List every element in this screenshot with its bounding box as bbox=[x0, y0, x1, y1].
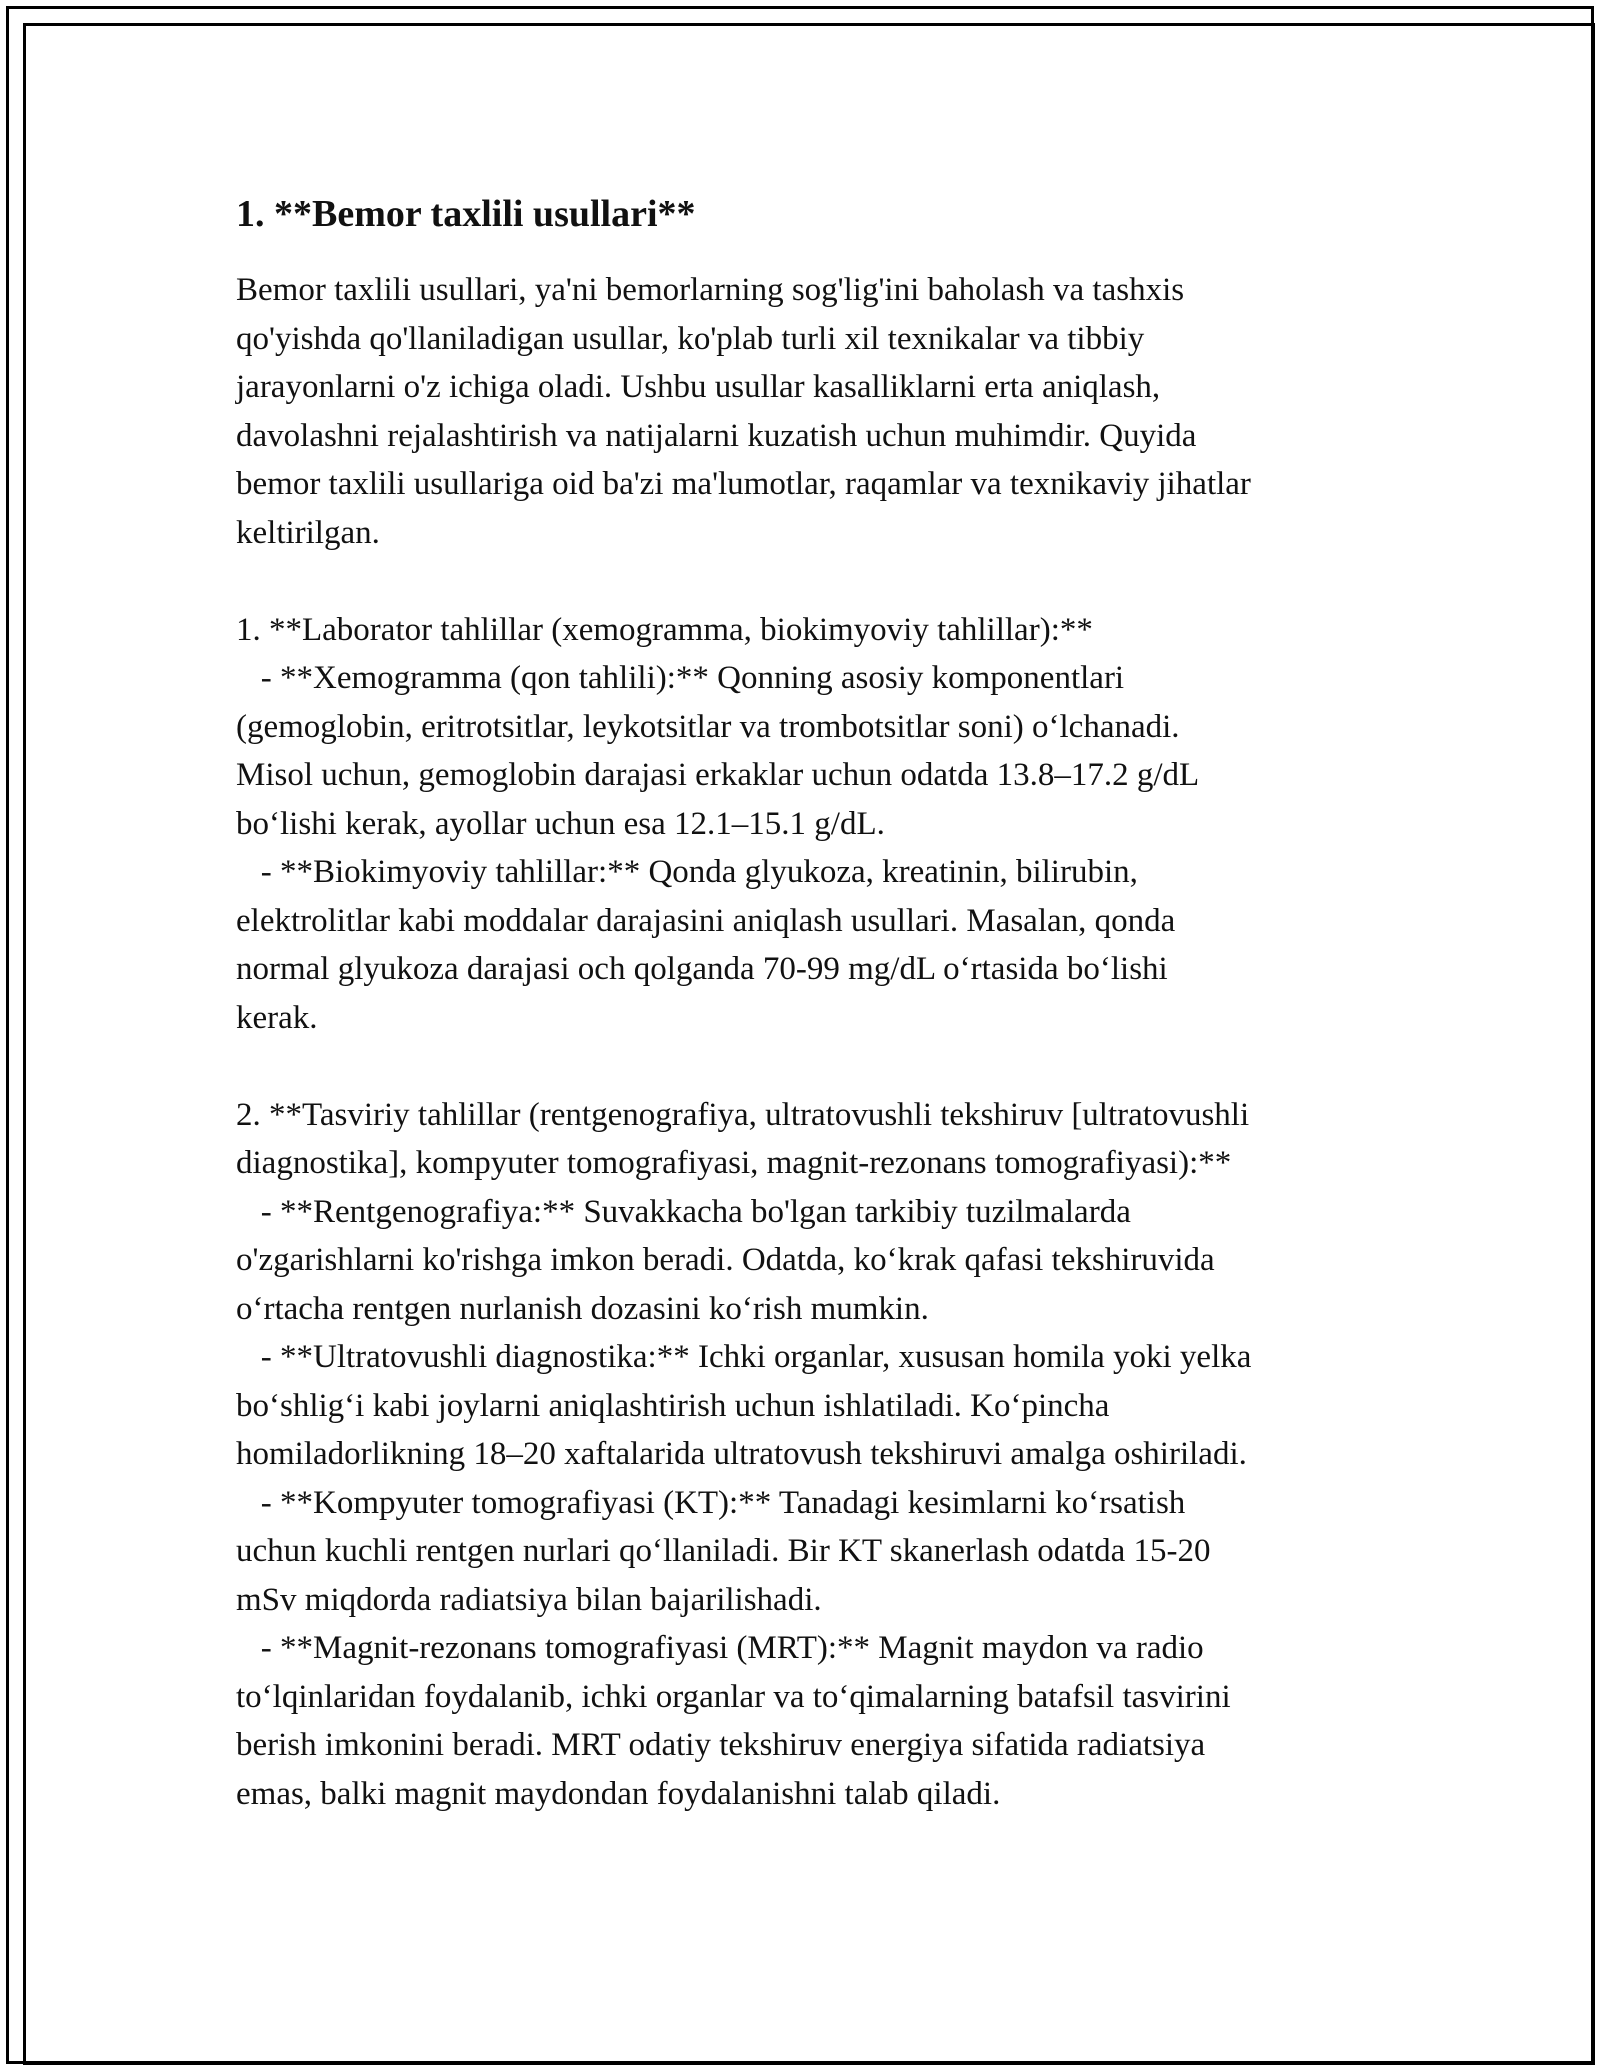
document-content bbox=[236, 192, 1376, 1818]
document-title: 1. **Bemor taxlili usullari** bbox=[236, 193, 696, 235]
document-body: Bemor taxlili usullari, ya'ni bemorlarning sog'lig'ini baholash va tashxis qo'yishda qo'llaniladigan usullar, ko'plab turli xil texnikalar va tibbiy jarayonlarni o'z ichiga oladi. Ushbu usullar kasalliklarni erta aniqlash, davolashni rejalashtirish va natijalarni kuzatish uchun muhimdir. Quyida bemor taxlili usullariga oid ba'zi ma'lumotlar, raqamlar va texnikaviy jihatlar keltirilgan. 1. **Laborator tahlillar (xemogramma, biokimyoviy tahlillar):** - **Xemogramma (qon tahlili):** Qonning asosiy komponentlari (gemoglobin, eritrotsitlar, leykotsitlar va trombotsitlar soni) o‘lchanadi. Misol uchun, gemoglobin darajasi erkaklar uchun odatda 13.8–17.2 g/dL bo‘lishi kerak, ayollar uchun esa 12.1–15.1 g/dL. - **Biokimyoviy tahlillar:** Qonda glyukoza, kreatinin, bilirubin, elektrolitlar kabi moddalar darajasini aniqlash usullari. Masalan, qonda normal glyukoza darajasi och qolganda 70-99 mg/dL o‘rtasida bo‘lishi kerak. 2. **Tasviriy tahlillar (rentgenografiya, ultratovushli tekshiruv [ultratovushli diagnostika], kompyuter tomografiyasi, magnit-rezonans tomografiyasi):** - **Rentgenografiya:** Suvakkacha bo'lgan tarkibiy tuzilmalarda o'zgarishlarni ko'rishga imkon beradi. Odatda, ko‘krak qafasi tekshiruvida o‘rtacha rentgen nurlanish dozasini ko‘rish mumkin. - **Ultratovushli diagnostika:** Ichki organlar, xususan homila yoki yelka bo‘shlig‘i kabi joylarni aniqlashtirish uchun ishlatiladi. Ko‘pincha homiladorlikning 18–20 xaftalarida ultratovush tekshiruvi amalga oshiriladi. - **Kompyuter tomografiyasi (KT):** Tanadagi kesimlarni ko‘rsatish uchun kuchli rentgen nurlari qo‘llaniladi. Bir KT skanerlash odatda 15-20 mSv miqdorda radiatsiya bilan bajarilishadi. - **Magnit-rezonans tomografiyasi (MRT):** Magnit maydon va radio to‘lqinlaridan foydalanib, ichki organlar va to‘qimalarning batafsil tasvirini berish imkonini beradi. MRT odatiy tekshiruv energiya sifatida radiatsiya emas, balki magnit maydondan foydalanishni talab qiladi. bbox=[236, 272, 1252, 1812]
